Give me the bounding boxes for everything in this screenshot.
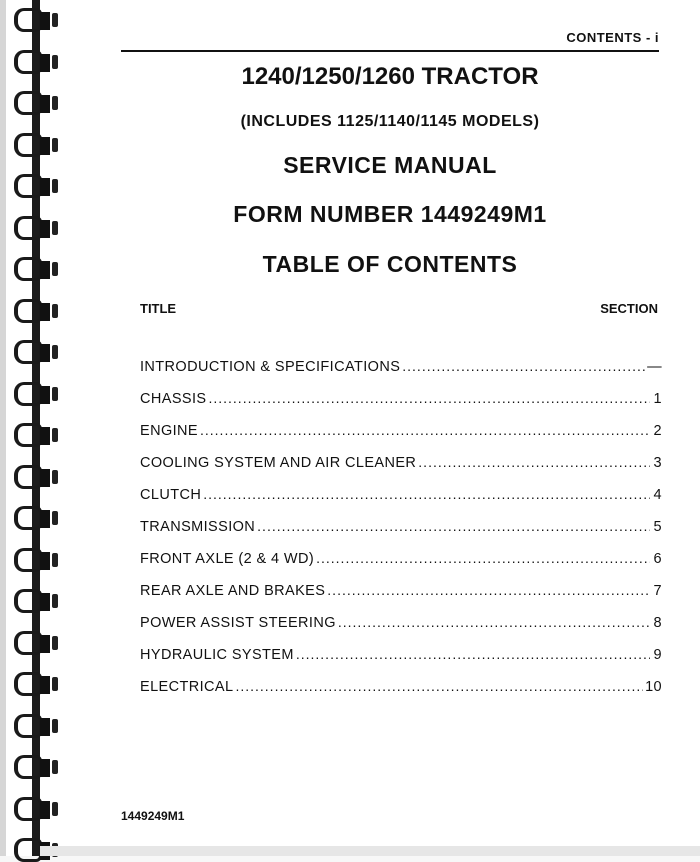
toc-list <box>140 358 662 710</box>
header-label: CONTENTS - i <box>566 30 659 45</box>
toc-leader-dots <box>203 486 650 502</box>
toc-entry-section: 7 <box>653 583 662 599</box>
toc-entry <box>140 454 662 486</box>
page-edge <box>0 0 6 856</box>
toc-entry-section: — <box>647 359 662 375</box>
toc-entry-section: 10 <box>645 679 662 695</box>
toc-entry <box>140 518 662 550</box>
toc-leader-dots <box>316 550 650 566</box>
toc-leader-dots <box>257 518 650 534</box>
footer-form-code: 1449249M1 <box>121 809 185 823</box>
toc-entry <box>140 390 662 422</box>
toc-entry <box>140 486 662 518</box>
toc-entry <box>140 550 662 582</box>
toc-entry-section: 8 <box>653 615 662 631</box>
toc-entry-title: CHASSIS <box>140 391 207 407</box>
includes-subtitle: (INCLUDES 1125/1140/1145 MODELS) <box>240 113 540 130</box>
toc-entry <box>140 614 662 646</box>
toc-leader-dots <box>338 614 650 630</box>
toc-entry <box>140 646 662 678</box>
toc-entry-section: 2 <box>653 423 662 439</box>
toc-leader-dots <box>418 454 650 470</box>
toc-entry-title: REAR AXLE AND BRAKES <box>140 583 326 599</box>
toc-leader-dots <box>327 582 650 598</box>
toc-leader-dots <box>200 422 650 438</box>
toc-leader-dots <box>296 646 650 662</box>
column-header-section: SECTION <box>600 301 658 316</box>
toc-entry-title: COOLING SYSTEM AND AIR CLEANER <box>140 455 417 471</box>
form-number-title: FORM NUMBER 1449249M1 <box>233 201 547 227</box>
toc-entry-title: INTRODUCTION & SPECIFICATIONS <box>140 359 401 375</box>
column-header-title: TITLE <box>140 301 177 316</box>
toc-entry-section: 6 <box>653 551 662 567</box>
toc-entry <box>140 582 662 614</box>
toc-entry-title: TRANSMISSION <box>140 519 256 535</box>
toc-title: TABLE OF CONTENTS <box>262 251 518 277</box>
toc-entry-section: 5 <box>653 519 662 535</box>
toc-entry-section: 9 <box>653 647 662 663</box>
toc-entry <box>140 358 662 390</box>
toc-entry-title: FRONT AXLE (2 & 4 WD) <box>140 551 315 567</box>
header-rule <box>121 50 659 52</box>
toc-entry-title: CLUTCH <box>140 487 202 503</box>
toc-entry-title: HYDRAULIC SYSTEM <box>140 647 294 663</box>
toc-entry <box>140 678 662 710</box>
spiral-binding <box>10 0 70 856</box>
toc-entry-section: 1 <box>653 391 662 407</box>
toc-entry-title: ELECTRICAL <box>140 679 234 695</box>
toc-entry-section: 3 <box>653 455 662 471</box>
toc-entry-title: ENGINE <box>140 423 198 439</box>
page-bottom-edge <box>40 846 700 856</box>
toc-leader-dots <box>235 678 643 694</box>
toc-leader-dots <box>402 358 645 374</box>
toc-leader-dots <box>208 390 650 406</box>
toc-entry-section: 4 <box>653 487 662 503</box>
toc-entry <box>140 422 662 454</box>
manual-title: SERVICE MANUAL <box>283 152 497 178</box>
toc-entry-title: POWER ASSIST STEERING <box>140 615 336 631</box>
model-title: 1240/1250/1260 TRACTOR <box>241 63 539 90</box>
